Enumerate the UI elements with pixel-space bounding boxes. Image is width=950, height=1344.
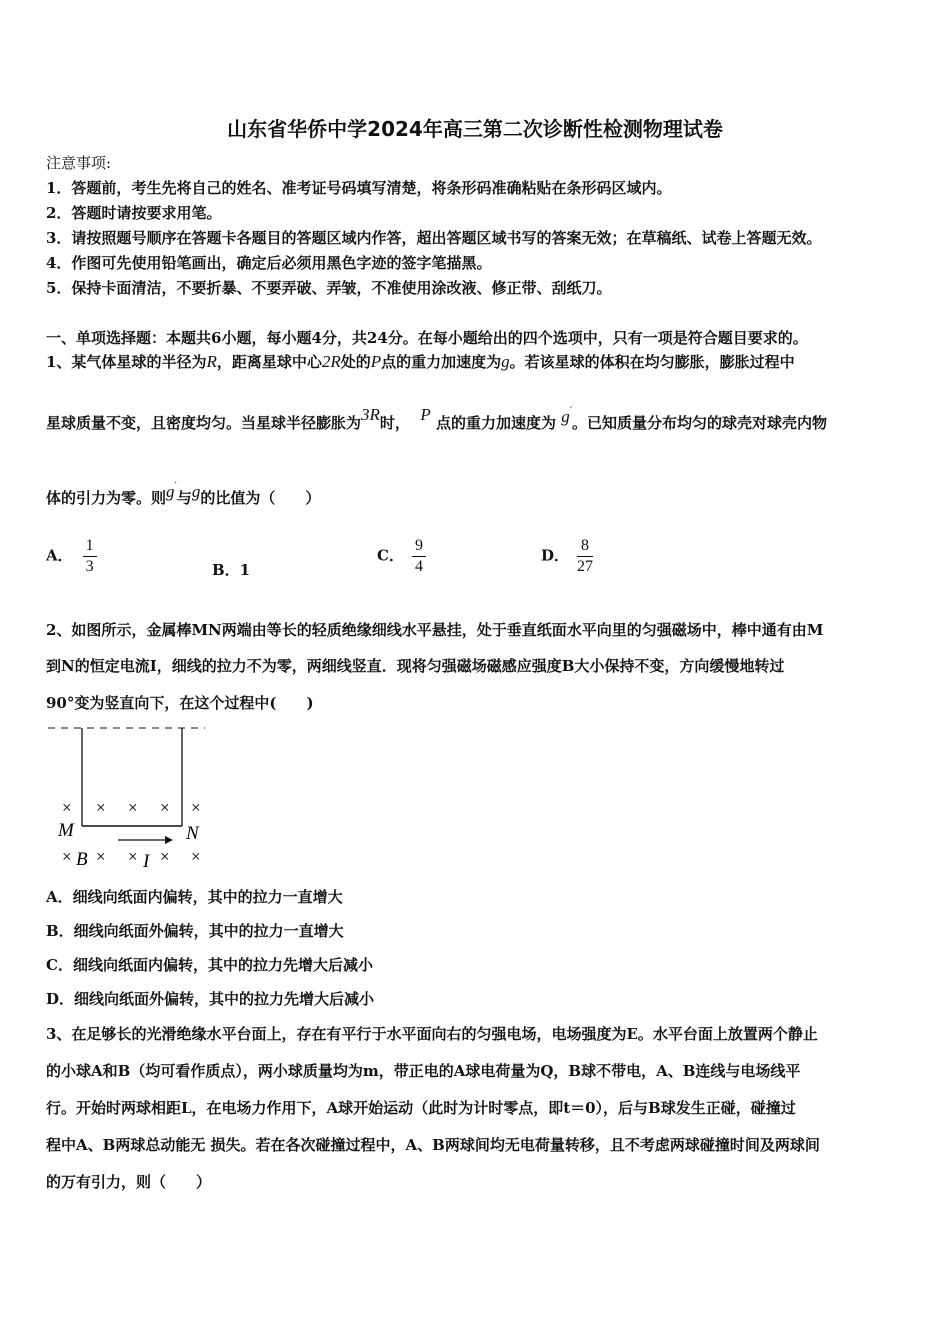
cross-1: ×	[62, 798, 72, 817]
cross-4: ×	[160, 798, 170, 817]
label-i: I	[143, 851, 150, 872]
cross-7: ×	[96, 847, 106, 866]
q1-option-d[interactable]: D． $\frac{8}{27}$	[541, 537, 594, 575]
cross-8: ×	[128, 847, 138, 866]
q3-line-4: 程中A、B两球总动能无 损失。若在各次碰撞过程中，A、B两球间均无电荷量转移，且不考虑两球碰撞时间及两球间	[46, 1136, 820, 1154]
label-b: B	[76, 849, 88, 870]
q3-line-5: 的万有引力，则（ ）	[46, 1173, 212, 1191]
cross-9: ×	[160, 847, 170, 866]
q2-line-1: 2、如图所示，金属棒MN两端由等长的轻质绝缘细线水平悬挂，处于垂直纸面水平向里的匀强磁场中，棒中通有由M	[46, 621, 824, 639]
q3-line-2: 的小球A和B（均可看作质点），两小球质量均为m，带正电的A球电荷量为Q，B球不带电，A、B连线与电场线平	[46, 1062, 801, 1080]
cross-3: ×	[128, 798, 138, 817]
notice-item-4: 4．作图可先使用铅笔画出，确定后必须用黑色字迹的签字笔描黑。	[46, 254, 492, 272]
q1-line-3: 体的引力为零。则g′与g的比值为（ ）	[46, 481, 321, 507]
notice-item-2: 2．答题时请按要求用笔。	[46, 204, 222, 222]
q1-line-2: 星球质量不变，且密度均匀。当星球半径膨胀为3R时， P 点的重力加速度为 g′。已知质量分布均匀的球壳对球壳内物	[46, 405, 828, 432]
magnetic-field-figure	[40, 718, 230, 878]
q3-line-1: 3、在足够长的光滑绝缘水平台面上，存在有平行于水平面向右的匀强电场，电场强度为E。水平台面上放置两个静止	[46, 1025, 818, 1043]
label-n: N	[186, 823, 199, 844]
q1-option-c[interactable]: C． $\frac{9}{4}$	[377, 536, 426, 577]
cross-2: ×	[96, 798, 106, 817]
notice-heading: 注意事项:	[46, 154, 112, 172]
cross-6: ×	[62, 847, 72, 866]
q2-option-d[interactable]: D．细线向纸面外偏转，其中的拉力先增大后减小	[46, 990, 375, 1008]
q2-option-b[interactable]: B．细线向纸面外偏转，其中的拉力一直增大	[46, 922, 344, 940]
q2-line-2: 到N的恒定电流I，细线的拉力不为零，两细线竖直．现将匀强磁场磁感应强度B大小保持不变，方向缓慢地转过	[46, 657, 785, 675]
q2-line-3: 90°变为竖直向下，在这个过程中( )	[46, 694, 314, 712]
section-heading: 一、单项选择题：本题共6小题，每小题4分，共24分。在每小题给出的四个选项中，只有一项是符合题目要求的。	[46, 329, 808, 347]
q1-line-1: 1、某气体星球的半径为R，距离星球中心2R处的P点的重力加速度为g。若该星球的体积在均匀膨胀，膨胀过程中	[46, 352, 795, 371]
notice-item-5: 5．保持卡面清洁，不要折暴、不要弄破、弄皱，不准使用涂改液、修正带、刮纸刀。	[46, 279, 612, 297]
q3-line-3: 行。开始时两球相距L，在电场力作用下，A球开始运动（此时为计时零点，即t＝0），后与B球发生正碰，碰撞过	[46, 1099, 796, 1117]
current-arrow-head	[165, 836, 173, 844]
q2-option-a[interactable]: A．细线向纸面内偏转，其中的拉力一直增大	[46, 888, 343, 906]
notice-item-1: 1．答题前，考生先将自己的姓名、准考证号码填写清楚，将条形码准确粘贴在条形码区域内。	[46, 179, 672, 197]
q1-option-a[interactable]: A． $\frac{1}{3}$	[46, 536, 97, 577]
cross-10: ×	[191, 847, 201, 866]
notice-item-3: 3．请按照题号顺序在答题卡各题目的答题区域内作答，超出答题区域书写的答案无效；在草稿纸、试卷上答题无效。	[46, 229, 822, 247]
page-title: 山东省华侨中学2024年高三第二次诊断性检测物理试卷	[227, 117, 723, 141]
cross-5: ×	[191, 798, 201, 817]
q2-option-c[interactable]: C．细线向纸面内偏转，其中的拉力先增大后减小	[46, 956, 373, 974]
q1-option-b[interactable]: B．1	[212, 561, 251, 579]
label-m: M	[58, 820, 74, 841]
